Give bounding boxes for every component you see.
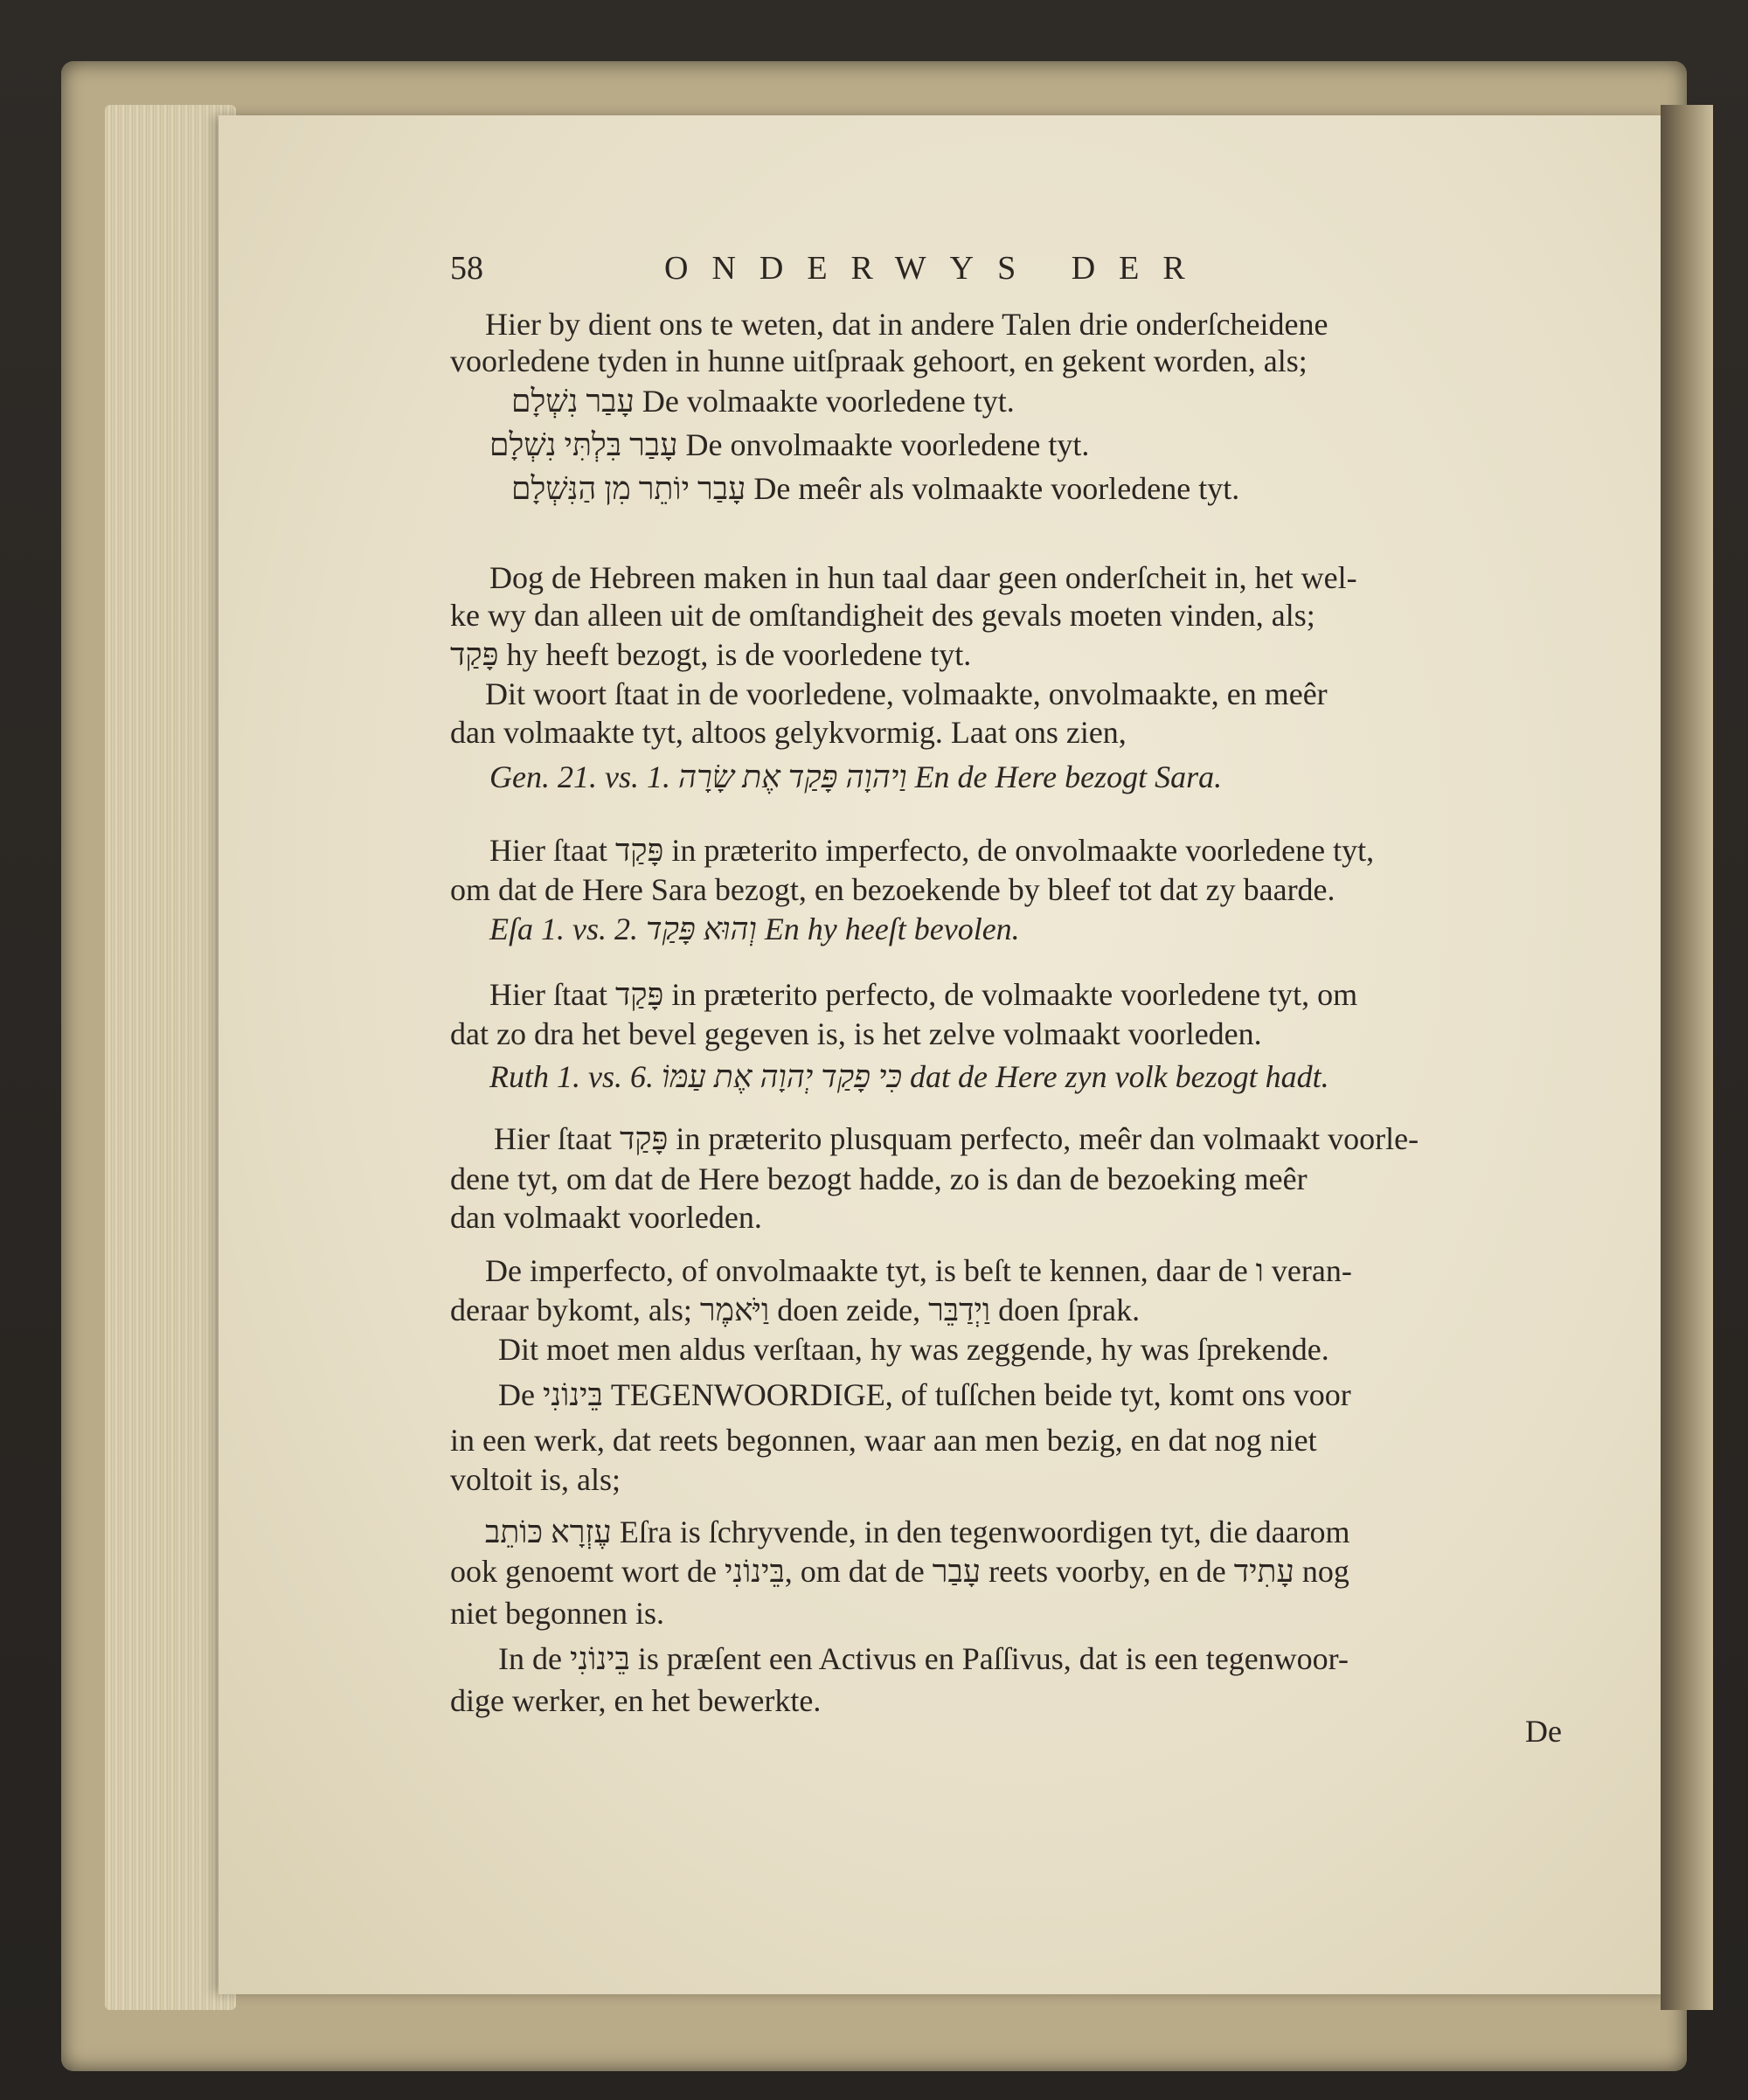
text-line: niet begonnen is. xyxy=(450,1596,664,1631)
text-line: Hier ſtaat פָּקַד in præterito plusquam perfecto, meêr dan volmaakt voorle- xyxy=(494,1121,1419,1156)
text-line: Eſa 1. vs. 2. וְהוּא פָּקַד En hy heeſt bevolen. xyxy=(489,911,1020,946)
text-line: in een werk, dat reets begonnen, waar aan men bezig, en dat nog niet xyxy=(450,1423,1317,1458)
running-head xyxy=(450,249,1569,293)
running-title: ONDERWYS DER xyxy=(664,250,1209,287)
text-line: Hier ſtaat פָּקַד in præterito imperfecto, de onvolmaakte voorledene tyt, xyxy=(489,833,1375,868)
catchword: De xyxy=(1525,1714,1562,1749)
text-line: dige werker, en het bewerkte. xyxy=(450,1683,822,1718)
text-line: om dat de Here Sara bezogt, en bezoekende by bleef tot dat zy baarde. xyxy=(450,872,1335,907)
page-number: 58 xyxy=(450,250,483,287)
facing-page-gutter xyxy=(1661,105,1713,2010)
text-line: Hier by dient ons te weten, dat in andere Talen drie onderſcheidene xyxy=(485,307,1328,342)
text-line: ke wy dan alleen uit de omſtandigheit des gevals moeten vinden, als; xyxy=(450,598,1315,633)
text-line: Ruth 1. vs. 6. כִּי פָקַד יְהוָה אֶת עַמּוֹ dat de Here zyn volk bezogt hadt. xyxy=(489,1059,1329,1094)
text-line: dene tyt, om dat de Here bezogt hadde, zo is dan de bezoeking meêr xyxy=(450,1161,1308,1196)
page-edges xyxy=(105,105,236,2010)
text-line: עֶזְרָא כּוֹתֵב Eſra is ſchryvende, in den tegenwoordigen tyt, die daarom xyxy=(485,1514,1350,1549)
text-line: עָבַר יוֹתֵר מִן הַנִּשְׁלָם De meêr als volmaakte voorledene tyt. xyxy=(511,471,1240,506)
text-line: In de בֵּינוֹנִי is præſent een Activus en Paſſivus, dat is een tegenwoor- xyxy=(498,1641,1349,1676)
text-line: Dit moet men aldus verſtaan, hy was zeggende, hy was ſprekende. xyxy=(498,1332,1329,1367)
text-line: עָבַר נִשְׁלָם De volmaakte voorledene tyt. xyxy=(511,384,1015,419)
text-line: dan volmaakt voorleden. xyxy=(450,1200,762,1235)
text-line: dat zo dra het bevel gegeven is, is het zelve volmaakt voorleden. xyxy=(450,1016,1262,1051)
text-line: ook genoemt wort de בֵּינוֹנִי, om dat de עָבַר reets voorby, en de עָתִיד nog xyxy=(450,1554,1349,1589)
text-line: deraar bykomt, als; וַיֹּאמֶר doen zeide, וַיְדַבֵּר doen ſprak. xyxy=(450,1293,1141,1327)
text-line: Dog de Hebreen maken in hun taal daar geen onderſcheit in, het wel- xyxy=(489,560,1357,595)
text-line: עָבַר בִּלְתִּי נִשְׁלָם De onvolmaakte voorledene tyt. xyxy=(489,427,1090,462)
text-line: voltoit is, als; xyxy=(450,1462,621,1497)
text-line: De imperfecto, of onvolmaakte tyt, is beſt te kennen, daar de ו veran- xyxy=(485,1253,1352,1288)
text-line: פָּקַד hy heeft bezogt, is de voorledene tyt. xyxy=(450,637,972,672)
text-line: voorledene tyden in hunne uitſpraak gehoort, en gekent worden, als; xyxy=(450,343,1308,378)
text-line: Hier ſtaat פָּקַד in præterito perfecto, de volmaakte voorledene tyt, om xyxy=(489,977,1358,1012)
text-line: dan volmaakte tyt, altoos gelykvormig. Laat ons zien, xyxy=(450,715,1127,750)
text-line: Gen. 21. vs. 1. וַיהוָה פָּקַד אֶת שָׂרָה En de Here bezogt Sara. xyxy=(489,759,1223,794)
text-line: De בֵּינוֹנִי TEGENWOORDIGE, of tuſſchen beide tyt, komt ons voor xyxy=(498,1377,1351,1412)
text-line: Dit woort ſtaat in de voorledene, volmaakte, onvolmaakte, en meêr xyxy=(485,676,1328,711)
